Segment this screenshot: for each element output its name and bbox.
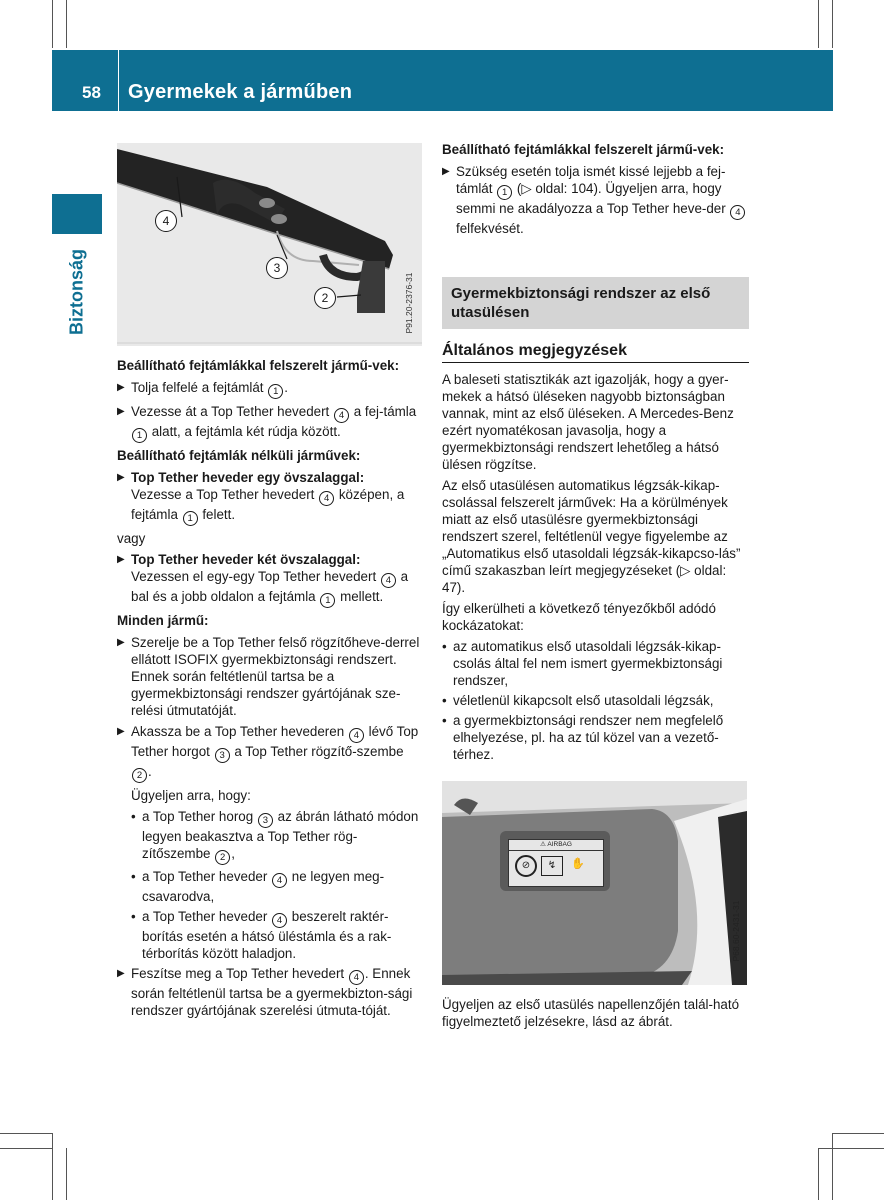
caption-text: Ügyeljen az első utasülés napellenzőjén talál-ható figyelmeztető jelzésekre, lásd az ábrát. [442,997,740,1029]
step-arrow-icon: ▶ [117,406,125,417]
figure-code: P91.20-2376-31 [404,272,414,334]
bullet-dot: • [131,909,136,924]
airbag-label-title: ⚠ AIRBAG [509,840,603,851]
crop-mark [0,1133,52,1134]
airbag-deploy-icon: ↯ [541,856,563,876]
bullet-dot: • [131,809,136,824]
callout-2-label: 2 [321,291,329,305]
or-text: vagy [117,531,146,546]
bullet-hook-position: • a Top Tether horog 3 az ábrán látható módon legyen beakasztva a Top Tether rög-zítőszembe 2 , [131,809,419,863]
crop-mark [0,1148,52,1149]
crop-mark [833,1133,884,1134]
subheading-general-notes: Általános megjegyzések [442,342,749,363]
step-raise-headrest: ▶ Tolja felfelé a fejtámlát 1 . [117,380,288,397]
heading-all-vehicles: Minden jármű: [117,613,209,628]
step-arrow-icon: ▶ [117,637,125,648]
callout-4-label: 4 [162,214,170,228]
bullet-dot: • [131,869,136,884]
header-divider [118,50,119,111]
callout-4 [155,210,177,232]
step-hook-tether: ▶ Akassza be a Top Tether hevederen 4 lévő Top Tether horgot 3 a Top Tether rögzítő-szembe 2 . [117,724,419,781]
heading-adjustable-headrests: Beállítható fejtámlákkal felszerelt jármű-vek: [117,358,400,373]
bullet-dot: • [442,713,447,728]
crop-mark [818,0,819,48]
callout-3 [266,257,288,279]
crop-mark [66,0,67,48]
note-ensure: Ügyeljen arra, hogy: [131,788,251,803]
crop-mark [832,1133,833,1200]
bullet-dot: • [442,639,447,654]
figure-caption [442,996,749,1034]
callout-3-label: 3 [273,261,281,275]
step-lower-headrest: ▶ Szükség esetén tolja ismét kissé lejjebb a fej-támlát 1 (▷ oldal: 104). Ügyeljen arra, hogy semmi ne akadályozza a Top Tether heve-der 4 felfekvését. [442,163,749,237]
heading-non-adjustable-headrests: Beállítható fejtámlák nélküli járművek: [117,448,361,463]
figure-code-bottom: P68.60-2431-31 [731,900,741,962]
step-arrow-icon: ▶ [442,166,450,177]
bullet-wrong-position: • a gyermekbiztonsági rendszer nem megfelelő elhelyezése, pl. ha az túl közel van a vezető-térhez. [442,713,724,762]
sun-visor-figure [442,781,747,985]
side-tab-marker [52,194,102,234]
step-arrow-icon: ▶ [117,472,125,483]
bullet-cargo-cover: • a Top Tether heveder 4 beszerelt raktér-borítás esetén a hátsó üléstámla és a rak-térborítás között haladjon. [131,909,392,961]
no-child-seat-icon: ⊘ [515,855,537,877]
step-arrow-icon: ▶ [117,554,125,565]
paragraph-risks: Így elkerülheti a következő tényezőkből adódó kockázatokat: [442,601,716,633]
callout-2 [314,287,336,309]
bullet-unrecognized-seat: • az automatikus első utasoldali légzsák-kikap-csolás által fel nem ismert gyermekbiztonsági rendszer, [442,639,723,688]
step-double-belt: ▶ Top Tether heveder két övszalaggal: Vezessen el egy-egy Top Tether hevedert 4 a bal és a jobb oldalon a fejtámla 1 mellett. [117,552,409,606]
chapter-title: Gyermekek a járműben [128,81,353,103]
crop-mark [52,1133,53,1200]
right-column [442,141,749,766]
step-tighten-strap: ▶ Feszítse meg a Top Tether hevedert 4 . Ennek során feltétlenül tartsa be a gyermekbizton-sági rendszer gyártójának szerelési útmuta-tóját. [117,966,413,1018]
left-column [117,357,424,1023]
step-arrow-icon: ▶ [117,382,125,393]
paragraph-airbag-deactivation: Az első utasülésen automatikus légzsák-kikap-csolással felszerelt járművek: Ha a körülmények miatt az első utasülésre gyermekbiztonsági rendszert szerel, feltétlenül vegye figyelembe az „Automatikus első utasoldali légzsák-kikapcso-lás” című szakaszban leírt megjegyzéseket (▷ oldal: 47). [442,478,741,595]
crop-mark [832,0,833,48]
crop-mark [818,1148,819,1200]
manual-hand-icon: ✋ [571,858,585,870]
step-arrow-icon: ▶ [117,726,125,737]
paragraph-statistics: A baleseti statisztikák azt igazolják, hogy a gyer-mekek a hátsó üléseken nagyobb biztonságban vannak, mint az első üléseken. A Mercedes-Benz ezért nyomatékosan javasolja, hogy a gyermekbiztonsági rendszert lehetőleg a hátsó ülésen rögzítse. [442,372,734,472]
top-tether-illustration [117,143,422,346]
page-number: 58 [82,83,101,102]
step-single-belt: ▶ Top Tether heveder egy övszalaggal: Vezesse a Top Tether hevedert 4 középen, a fejtámla 1 felett. [117,470,405,524]
step-install-isofix: ▶ Szerelje be a Top Tether felső rögzítőheve-derrel ellátott ISOFIX gyermekbiztonsági rendszert. Ennek során feltétlenül tartsa be a gyermekbiztonsági rendszer gyártójának sze-relési útmutatóját. [117,635,420,718]
crop-mark [818,1148,884,1149]
crop-mark [66,1148,67,1200]
bullet-not-twisted: • a Top Tether heveder 4 ne legyen meg-csavarodva, [131,869,385,904]
airbag-warning-label [508,839,604,887]
crop-mark [52,0,53,48]
bullet-airbag-off: • véletlenül kikapcsolt első utasoldali légzsák, [442,693,714,708]
heading-adjustable-headrests-right: Beállítható fejtámlákkal felszerelt jármű-vek: [442,142,725,157]
top-tether-figure [117,143,422,346]
section-heading: Gyermekbiztonsági rendszer az első utasülésen [442,277,749,329]
bullet-dot: • [442,693,447,708]
step-route-strap: ▶ Vezesse át a Top Tether hevedert 4 a fej-támla 1 alatt, a fejtámla két rúdja között. [117,404,417,441]
side-tab-label: Biztonság [66,248,87,336]
step-arrow-icon: ▶ [117,968,125,979]
